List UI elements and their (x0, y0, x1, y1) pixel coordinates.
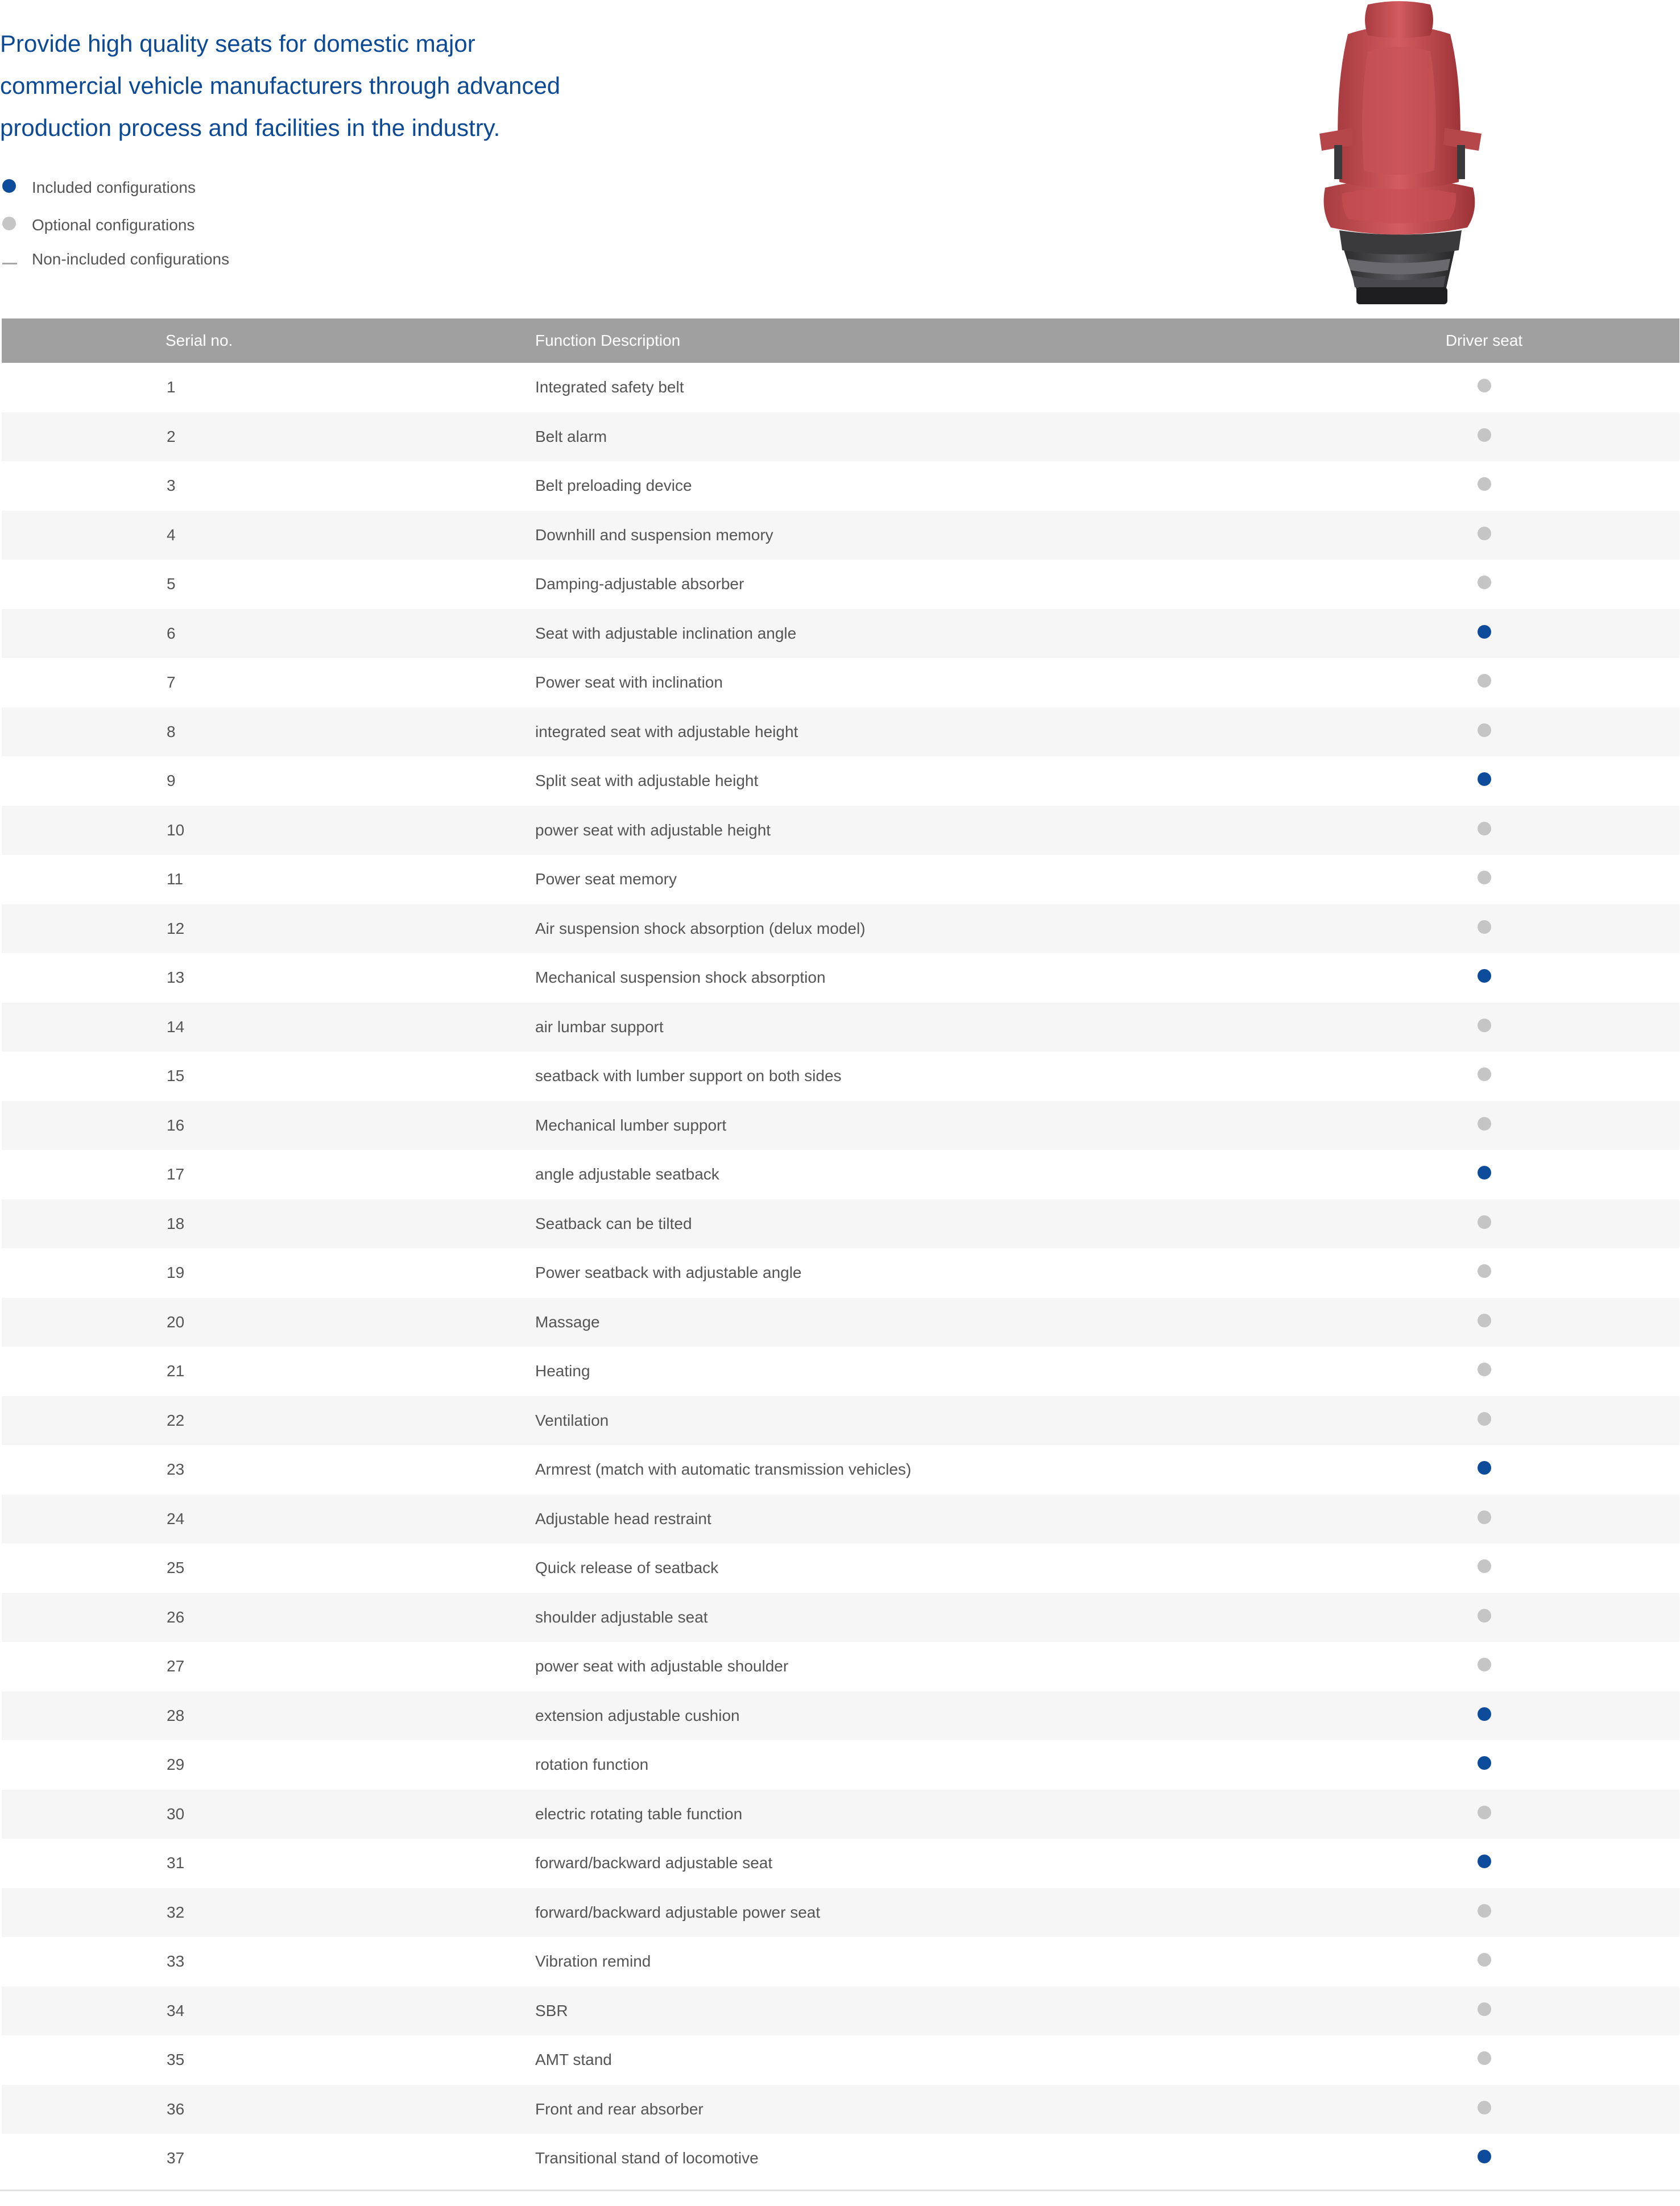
optional-dot-icon (1478, 1363, 1491, 1376)
included-dot-icon (1478, 1756, 1491, 1770)
legend-mark (2, 171, 16, 205)
header-function-description: Function Description (535, 318, 1289, 363)
function-description-cell: Adjustable head restraint (535, 1495, 1289, 1544)
optional-dot-icon (1478, 2051, 1491, 2065)
serial-no-cell: 24 (2, 1495, 535, 1544)
driver-seat-cell (1289, 806, 1679, 855)
function-description-cell: Power seat with inclination (535, 658, 1289, 707)
serial-no-cell: 18 (2, 1199, 535, 1249)
optional-dot-icon (2, 217, 16, 230)
optional-dot-icon (1478, 1019, 1491, 1032)
driver-seat-cell (1289, 953, 1679, 1003)
serial-no-cell: 17 (2, 1150, 535, 1199)
optional-dot-icon (1478, 674, 1491, 688)
table-row (2, 1150, 1679, 1199)
table-row (2, 1101, 1679, 1150)
legend-mark (2, 208, 16, 242)
driver-seat-cell (1289, 2134, 1679, 2183)
intro-line: commercial vehicle manufacturers through advanced (0, 72, 561, 99)
intro-text (0, 23, 626, 149)
optional-dot-icon (1478, 1264, 1491, 1278)
serial-no-cell: 32 (2, 1888, 535, 1938)
table-row (2, 1986, 1679, 2036)
serial-no-cell: 34 (2, 1986, 535, 2036)
function-description-cell: Heating (535, 1347, 1289, 1396)
serial-no-cell: 8 (2, 707, 535, 757)
included-dot-icon (1478, 1461, 1491, 1475)
optional-dot-icon (1478, 2101, 1491, 2114)
table-row (2, 1199, 1679, 1249)
function-description-cell: Vibration remind (535, 1937, 1289, 1986)
driver-seat-cell (1289, 904, 1679, 954)
included-dot-icon (1478, 1707, 1491, 1721)
function-description-cell: forward/backward adjustable seat (535, 1839, 1289, 1888)
included-dot-icon (1478, 969, 1491, 983)
optional-dot-icon (1478, 1559, 1491, 1573)
driver-seat-cell (1289, 1937, 1679, 1986)
serial-no-cell: 21 (2, 1347, 535, 1396)
optional-dot-icon (1478, 1953, 1491, 1967)
optional-dot-icon (1478, 822, 1491, 835)
serial-no-cell: 31 (2, 1839, 535, 1888)
function-description-cell: Transitional stand of locomotive (535, 2134, 1289, 2183)
table-row (2, 1593, 1679, 1642)
serial-no-cell: 12 (2, 904, 535, 954)
header-serial-no: Serial no. (2, 318, 535, 363)
serial-no-cell: 9 (2, 756, 535, 806)
optional-dot-icon (1478, 477, 1491, 491)
serial-no-cell: 14 (2, 1003, 535, 1052)
serial-no-cell: 15 (2, 1052, 535, 1101)
table-row (2, 609, 1679, 659)
serial-no-cell: 22 (2, 1396, 535, 1446)
included-dot-icon (1478, 2150, 1491, 2163)
driver-seat-cell (1289, 855, 1679, 904)
driver-seat-cell (1289, 658, 1679, 707)
function-description-cell: electric rotating table function (535, 1790, 1289, 1839)
function-description-cell: Power seat memory (535, 855, 1289, 904)
serial-no-cell: 36 (2, 2085, 535, 2134)
table-row (2, 1888, 1679, 1938)
table-row (2, 1691, 1679, 1741)
serial-no-cell: 33 (2, 1937, 535, 1986)
function-description-cell: power seat with adjustable height (535, 806, 1289, 855)
table-row (2, 363, 1679, 412)
table-row (2, 904, 1679, 954)
configuration-table (2, 318, 1679, 2183)
optional-dot-icon (1478, 723, 1491, 737)
table-row (2, 1642, 1679, 1691)
driver-seat-cell (1289, 1052, 1679, 1101)
driver-seat-cell (1289, 1642, 1679, 1691)
driver-seat-cell (1289, 1248, 1679, 1298)
function-description-cell: AMT stand (535, 2035, 1289, 2085)
optional-dot-icon (1478, 2002, 1491, 2016)
serial-no-cell: 11 (2, 855, 535, 904)
function-description-cell: air lumbar support (535, 1003, 1289, 1052)
driver-seat-cell (1289, 363, 1679, 412)
legend-item-optional (0, 208, 229, 242)
optional-dot-icon (1478, 1412, 1491, 1426)
serial-no-cell: 16 (2, 1101, 535, 1150)
legend-item-included (0, 171, 229, 205)
table-row (2, 806, 1679, 855)
function-description-cell: Seat with adjustable inclination angle (535, 609, 1289, 659)
function-description-cell: Mechanical suspension shock absorption (535, 953, 1289, 1003)
table-row (2, 658, 1679, 707)
optional-dot-icon (1478, 871, 1491, 884)
function-description-cell: Quick release of seatback (535, 1543, 1289, 1593)
serial-no-cell: 3 (2, 461, 535, 511)
function-description-cell: Power seatback with adjustable angle (535, 1248, 1289, 1298)
header-driver-seat: Driver seat (1289, 318, 1679, 363)
function-description-cell: Split seat with adjustable height (535, 756, 1289, 806)
function-description-cell: Seatback can be tilted (535, 1199, 1289, 1249)
driver-seat-cell (1289, 707, 1679, 757)
optional-dot-icon (1478, 1609, 1491, 1623)
table-row (2, 1248, 1679, 1298)
table-row (2, 2134, 1679, 2183)
driver-seat-cell (1289, 1888, 1679, 1938)
function-description-cell: Armrest (match with automatic transmission vehicles) (535, 1445, 1289, 1495)
function-description-cell: rotation function (535, 1740, 1289, 1790)
driver-seat-cell (1289, 1543, 1679, 1593)
driver-seat-cell (1289, 1740, 1679, 1790)
dash-icon (2, 263, 17, 264)
driver-seat-cell (1289, 1790, 1679, 1839)
included-dot-icon (1478, 1166, 1491, 1179)
table-row (2, 707, 1679, 757)
serial-no-cell: 19 (2, 1248, 535, 1298)
serial-no-cell: 30 (2, 1790, 535, 1839)
table-row (2, 756, 1679, 806)
driver-seat-cell (1289, 756, 1679, 806)
function-description-cell: Front and rear absorber (535, 2085, 1289, 2134)
table-row (2, 412, 1679, 462)
table-row (2, 1543, 1679, 1593)
function-description-cell: power seat with adjustable shoulder (535, 1642, 1289, 1691)
driver-seat-cell (1289, 609, 1679, 659)
table-row (2, 1003, 1679, 1052)
driver-seat-cell (1289, 1150, 1679, 1199)
table-row (2, 953, 1679, 1003)
serial-no-cell: 4 (2, 511, 535, 560)
serial-no-cell: 26 (2, 1593, 535, 1642)
serial-no-cell: 1 (2, 363, 535, 412)
driver-seat-cell (1289, 1199, 1679, 1249)
serial-no-cell: 13 (2, 953, 535, 1003)
driver-seat-cell (1289, 1593, 1679, 1642)
included-dot-icon (1478, 772, 1491, 786)
function-description-cell: shoulder adjustable seat (535, 1593, 1289, 1642)
table-row (2, 2035, 1679, 2085)
table-row (2, 1937, 1679, 1986)
legend-label: Non-included configurations (32, 250, 230, 268)
intro-line: Provide high quality seats for domestic major (0, 30, 475, 57)
optional-dot-icon (1478, 379, 1491, 392)
driver-seat-cell (1289, 1298, 1679, 1347)
driver-seat-cell (1289, 1691, 1679, 1741)
function-description-cell: Damping-adjustable absorber (535, 560, 1289, 609)
function-description-cell: Integrated safety belt (535, 363, 1289, 412)
optional-dot-icon (1478, 1117, 1491, 1131)
table-row (2, 1790, 1679, 1839)
serial-no-cell: 27 (2, 1642, 535, 1691)
table-row (2, 461, 1679, 511)
legend (0, 171, 229, 276)
table-row (2, 1495, 1679, 1544)
table-row (2, 1298, 1679, 1347)
serial-no-cell: 2 (2, 412, 535, 462)
function-description-cell: angle adjustable seatback (535, 1150, 1289, 1199)
function-description-cell: forward/backward adjustable power seat (535, 1888, 1289, 1938)
table-body (2, 363, 1679, 2183)
table-row (2, 1445, 1679, 1495)
table-header-row (2, 318, 1679, 363)
function-description-cell: Air suspension shock absorption (delux model) (535, 904, 1289, 954)
driver-seat-cell (1289, 560, 1679, 609)
optional-dot-icon (1478, 1806, 1491, 1819)
function-description-cell: extension adjustable cushion (535, 1691, 1289, 1741)
table-row (2, 1839, 1679, 1888)
driver-seat-cell (1289, 1495, 1679, 1544)
table-row (2, 1740, 1679, 1790)
driver-seat-cell (1289, 1101, 1679, 1150)
function-description-cell: Belt preloading device (535, 461, 1289, 511)
optional-dot-icon (1478, 1510, 1491, 1524)
driver-seat-cell (1289, 1445, 1679, 1495)
driver-seat-cell (1289, 1396, 1679, 1446)
driver-seat-illustration (1308, 0, 1490, 310)
function-description-cell: SBR (535, 1986, 1289, 2036)
driver-seat-cell (1289, 461, 1679, 511)
serial-no-cell: 25 (2, 1543, 535, 1593)
driver-seat-cell (1289, 1986, 1679, 2036)
serial-no-cell: 29 (2, 1740, 535, 1790)
legend-item-none (0, 242, 229, 276)
driver-seat-cell (1289, 2035, 1679, 2085)
driver-seat-cell (1289, 511, 1679, 560)
optional-dot-icon (1478, 428, 1491, 442)
optional-dot-icon (1478, 576, 1491, 589)
serial-no-cell: 6 (2, 609, 535, 659)
legend-mark (2, 242, 17, 276)
intro-line: production process and facilities in the industry. (0, 114, 500, 141)
table-row (2, 560, 1679, 609)
optional-dot-icon (1478, 1215, 1491, 1229)
function-description-cell: integrated seat with adjustable height (535, 707, 1289, 757)
function-description-cell: Ventilation (535, 1396, 1289, 1446)
serial-no-cell: 7 (2, 658, 535, 707)
optional-dot-icon (1478, 920, 1491, 934)
table-row (2, 2085, 1679, 2134)
optional-dot-icon (1478, 1904, 1491, 1918)
driver-seat-cell (1289, 1839, 1679, 1888)
optional-dot-icon (1478, 1658, 1491, 1671)
function-description-cell: Belt alarm (535, 412, 1289, 462)
table-row (2, 511, 1679, 560)
driver-seat-cell (1289, 412, 1679, 462)
serial-no-cell: 28 (2, 1691, 535, 1741)
serial-no-cell: 10 (2, 806, 535, 855)
serial-no-cell: 23 (2, 1445, 535, 1495)
optional-dot-icon (1478, 1067, 1491, 1081)
function-description-cell: Massage (535, 1298, 1289, 1347)
included-dot-icon (2, 179, 16, 193)
optional-dot-icon (1478, 1314, 1491, 1327)
included-dot-icon (1478, 625, 1491, 639)
legend-label: Included configurations (32, 179, 196, 196)
table-row (2, 1396, 1679, 1446)
table-row (2, 1052, 1679, 1101)
table-bottom-divider (0, 2190, 1680, 2191)
driver-seat-cell (1289, 1003, 1679, 1052)
function-description-cell: Mechanical lumber support (535, 1101, 1289, 1150)
serial-no-cell: 5 (2, 560, 535, 609)
serial-no-cell: 35 (2, 2035, 535, 2085)
included-dot-icon (1478, 1855, 1491, 1868)
function-description-cell: seatback with lumber support on both sides (535, 1052, 1289, 1101)
function-description-cell: Downhill and suspension memory (535, 511, 1289, 560)
table-row (2, 1347, 1679, 1396)
serial-no-cell: 20 (2, 1298, 535, 1347)
legend-label: Optional configurations (32, 216, 195, 234)
driver-seat-cell (1289, 2085, 1679, 2134)
driver-seat-cell (1289, 1347, 1679, 1396)
serial-no-cell: 37 (2, 2134, 535, 2183)
table-row (2, 855, 1679, 904)
optional-dot-icon (1478, 527, 1491, 540)
